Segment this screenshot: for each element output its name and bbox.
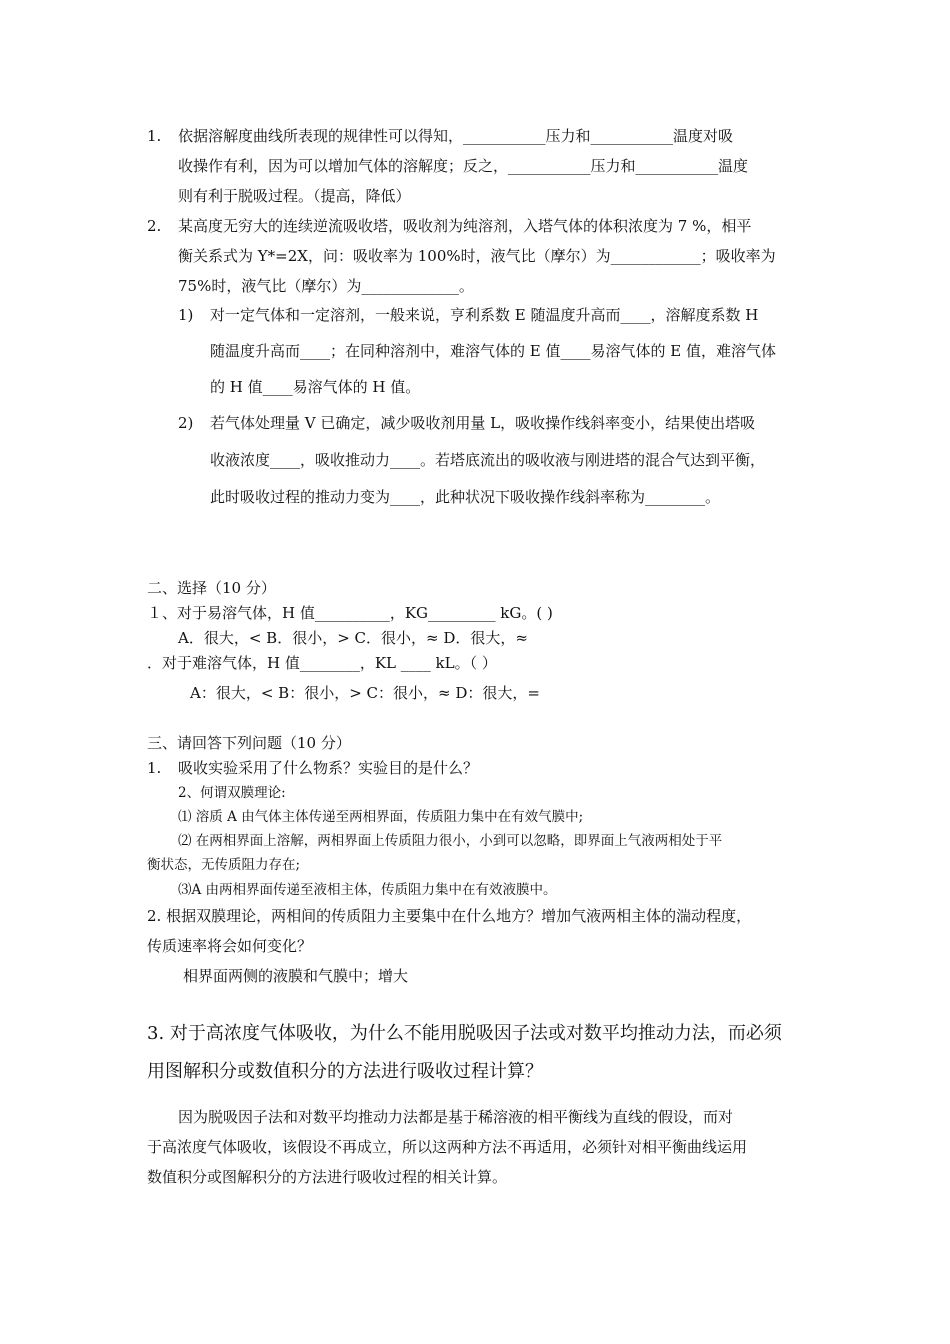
choice-options: A：很大，< B：很小，> C：很小，≈ D：很大，= (190, 684, 540, 702)
question-number: 1. (147, 127, 162, 145)
answer-line: ⑵ 在两相界面上溶解，两相界面上传质阻力很小，小到可以忽略，即界面上气液两相处于平 (178, 833, 723, 849)
question-line: 收操作有利，因为可以增加气体的溶解度；反之，___________压力和___________温度 (178, 157, 749, 175)
question-line: 2. 根据双膜理论，两相间的传质阻力主要集中在什么地方？增加气液两相主体的湍动程度， (147, 907, 752, 925)
answer-line: 因为脱吸因子法和对数平均推动力法都是基于稀溶液的相平衡线为直线的假设，而对 (178, 1108, 734, 1126)
question-line: 3. 对于高浓度气体吸收，为什么不能用脱吸因子法或对数平均推动力法，而必须 (147, 1023, 782, 1044)
question-line: 吸收实验采用了什么物系？实验目的是什么？ (178, 759, 479, 777)
choice-question: １、对于易溶气体，H 值__________，KG_________ kG。( ) (147, 604, 553, 622)
question-number: 2. (147, 217, 162, 235)
section-title: 二、选择（10 分） (147, 579, 276, 597)
subquestion-line: 此时吸收过程的推动力变为____，此种状况下吸收操作线斜率称为________。 (210, 488, 721, 506)
question-line: 依据溶解度曲线所表现的规律性可以得知，___________压力和___________温度对吸 (178, 127, 734, 145)
choice-question: ．对于难溶气体，H 值________，KL ____ kL。（ ） (147, 654, 497, 672)
choice-options: A．很大，< B．很小，> C．很小，≈ D．很大，≈ (178, 629, 528, 647)
question-line: 用图解积分或数值积分的方法进行吸收过程计算？ (147, 1061, 543, 1082)
answer-line: 数值积分或图解积分的方法进行吸收过程的相关计算。 (147, 1168, 508, 1186)
subquestion-line: 随温度升高而____；在同种溶剂中，难溶气体的 E 值____易溶气体的 E 值，难溶气体 (210, 342, 776, 360)
question-line: 某高度无穷大的连续逆流吸收塔，吸收剂为纯溶剂，入塔气体的体积浓度为 7 %，相平 (178, 217, 752, 235)
subquestion-line: 对一定气体和一定溶剂，一般来说，亨利系数 E 随温度升高而____，溶解度系数 H (210, 306, 759, 324)
answer-line: ⑶A 由两相界面传递至液相主体，传质阻力集中在有效液膜中。 (178, 882, 557, 898)
answer-line: ⑴ 溶质 A 由气体主体传递至两相界面，传质阻力集中在有效气膜中; (178, 809, 584, 825)
subquestion-line: 收液浓度____，吸收推动力____。若塔底流出的吸收液与刚进塔的混合气达到平衡， (210, 451, 766, 469)
question-line: 2、何谓双膜理论: (178, 785, 286, 801)
subquestion-line: 若气体处理量 V 已确定，减少吸收剂用量 L，吸收操作线斜率变小，结果使出塔吸 (210, 414, 756, 432)
question-line: 75%时，液气比（摩尔）为_____________。 (178, 277, 474, 295)
question-line: 衡关系式为 Y*=2X，问：吸收率为 100%时，液气比（摩尔）为____________；吸收率为 (178, 247, 776, 265)
answer-line: 衡状态，无传质阻力存在; (147, 857, 301, 873)
subquestion-number: 2) (178, 414, 194, 432)
question-number: 1. (147, 759, 162, 777)
subquestion-line: 的 H 值____易溶气体的 H 值。 (210, 378, 421, 396)
question-line: 则有利于脱吸过程。（提高，降低） (178, 187, 411, 205)
subquestion-number: 1) (178, 306, 194, 324)
section-title: 三、请回答下列问题（10 分） (147, 734, 351, 752)
answer-line: 相界面两侧的液膜和气膜中；增大 (183, 967, 409, 985)
answer-line: 于高浓度气体吸收，该假设不再成立，所以这两种方法不再适用，必须针对相平衡曲线运用 (147, 1138, 748, 1156)
question-line: 传质速率将会如何变化？ (147, 937, 313, 955)
